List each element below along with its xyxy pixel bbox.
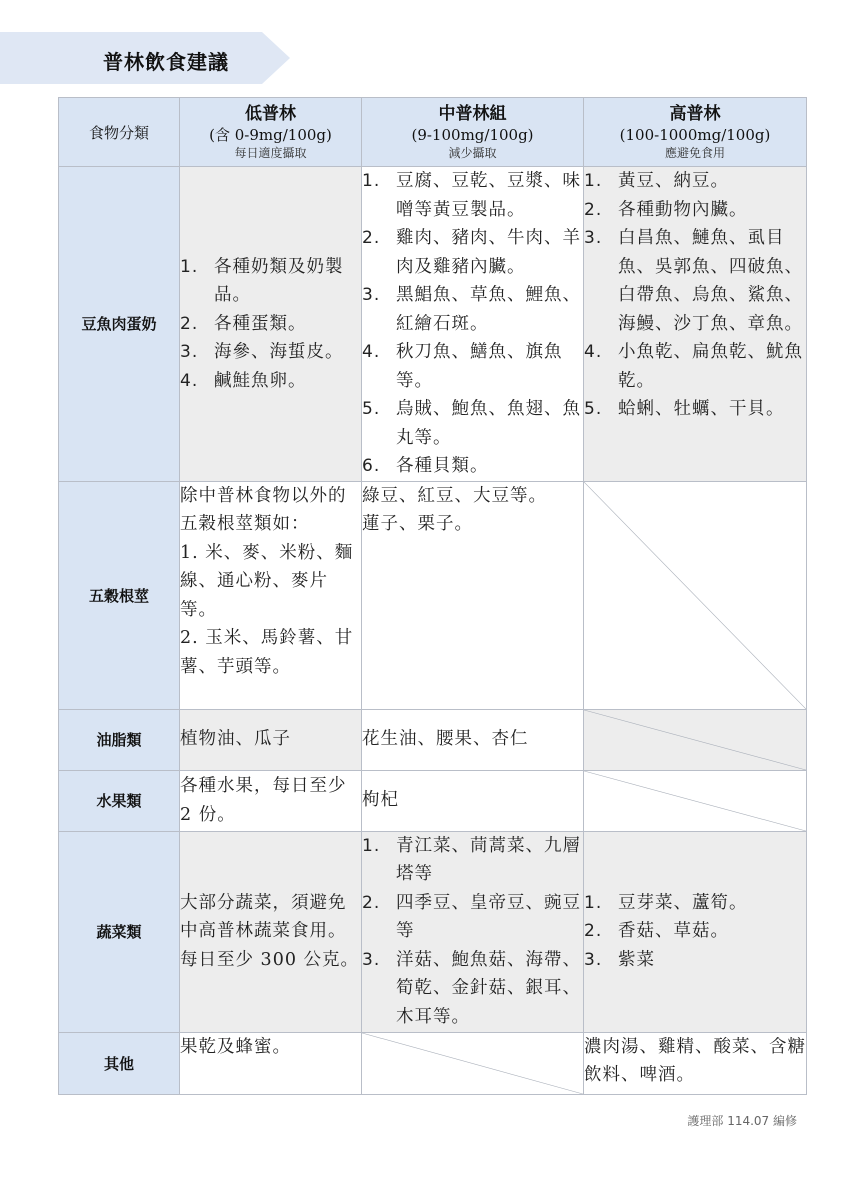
other-high: 濃肉湯、雞精、酸菜、含糖飲料、啤酒。 [584,1032,807,1094]
grains-low [180,481,362,709]
grains-mid-text: 蓮子、栗子。 [362,514,473,534]
header-row [59,98,807,167]
category-other: 其他 [59,1032,180,1094]
purine-table [58,97,807,1095]
other-low: 果乾及蜂蜜。 [180,1032,362,1094]
veg-mid [362,831,584,1032]
list-item: 3. 黑鯧魚、草魚、鯉魚、紅繪石斑。 [362,285,581,334]
other-mid-empty [362,1032,584,1094]
header-high-range: (100-1000mg/100g) [619,126,771,144]
header-high-note: 應避免食用 [664,146,725,160]
row-veg [59,831,807,1032]
header-high [584,98,807,167]
oil-high-empty [584,709,807,770]
row-oil [59,709,807,770]
grains-low-text: 2. 玉米、馬鈴薯、甘薯、芋頭等。 [180,628,354,677]
category-grains: 五穀根莖 [59,481,180,709]
header-low-range: (含 0-9mg/100g) [209,126,332,144]
category-veg: 蔬菜類 [59,831,180,1032]
protein-low [180,167,362,482]
list-item: 3. 白昌魚、鰱魚、虱目魚、吳郭魚、四破魚、白帶魚、烏魚、鯊魚、海鰻、沙丁魚、章魚。 [584,228,803,334]
list-item: 5. 烏賊、鮑魚、魚翅、魚丸等。 [362,399,581,448]
header-category: 食物分類 [59,98,180,167]
row-grains [59,481,807,709]
list-item: 2. 雞肉、豬肉、牛肉、羊肉及雞豬內臟。 [362,228,581,277]
footer-note: 護理部 114.07 編修 [687,1114,797,1128]
list-item: 4. 小魚乾、扁魚乾、魷魚乾。 [584,342,803,391]
protein-mid [362,167,584,482]
list-item: 3. 紫菜 [584,949,655,970]
list-item: 1. 黃豆、納豆。 [584,171,729,191]
row-fruit [59,770,807,831]
list-item: 1. 豆腐、豆乾、豆漿、味噌等黃豆製品。 [362,171,581,220]
category-protein: 豆魚肉蛋奶 [59,167,180,482]
protein-high [584,167,807,482]
header-mid-range: (9-100mg/100g) [411,126,534,144]
veg-low [180,831,362,1032]
category-oil: 油脂類 [59,709,180,770]
row-other [59,1032,807,1094]
header-mid [362,98,584,167]
list-item: 3. 海參、海蜇皮。 [180,342,344,362]
veg-high [584,831,807,1032]
category-fruit: 水果類 [59,770,180,831]
header-low-note: 每日適度攝取 [234,146,307,160]
header-low [180,98,362,167]
list-item: 4. 秋刀魚、鱔魚、旗魚等。 [362,342,563,391]
grains-low-text: 除中普林食物以外的五穀根莖類如： [180,485,347,534]
header-high-name: 高普林 [669,104,721,124]
header-mid-name: 中普林組 [438,104,507,124]
grains-mid-text: 綠豆、紅豆、大豆等。 [362,485,547,506]
grains-low-text: 1. 米、麥、米粉、麵線、通心粉、麥片等。 [180,542,354,620]
list-item: 5. 蛤蜊、牡蠣、干貝。 [584,399,785,419]
list-item: 2. 各種動物內臟。 [584,199,748,220]
list-item: 2. 香菇、草菇。 [584,921,729,942]
list-item: 6. 各種貝類。 [362,456,489,476]
grains-high-empty [584,481,807,709]
veg-low-text: 大部分蔬菜，須避免中高普林蔬菜食用。 [180,892,347,942]
list-item: 2. 各種蛋類。 [180,313,307,334]
header-mid-note: 減少攝取 [448,146,497,160]
oil-mid: 花生油、腰果、杏仁 [362,709,584,770]
list-item: 4. 鹹鮭魚卵。 [180,370,307,391]
veg-low-text: 每日至少 300 公克。 [180,949,360,970]
oil-low: 植物油、瓜子 [180,709,362,770]
header-low-name: 低普林 [245,104,296,124]
fruit-low: 各種水果，每日至少 2 份。 [180,770,362,831]
list-item: 1. 豆芽菜、蘆筍。 [584,892,748,913]
list-item: 2. 四季豆、皇帝豆、豌豆等 [362,892,581,941]
grains-mid [362,481,584,709]
list-item: 1. 青江菜、茼蒿菜、九層塔等 [362,835,581,884]
list-item: 3. 洋菇、鮑魚菇、海帶、筍乾、金針菇、銀耳、木耳等。 [362,949,581,1027]
list-item: 1. 各種奶類及奶製品。 [180,256,344,305]
page-title: 普林飲食建議 [103,50,229,74]
fruit-high-empty [584,770,807,831]
fruit-mid: 枸杞 [362,770,584,831]
row-protein [59,167,807,482]
